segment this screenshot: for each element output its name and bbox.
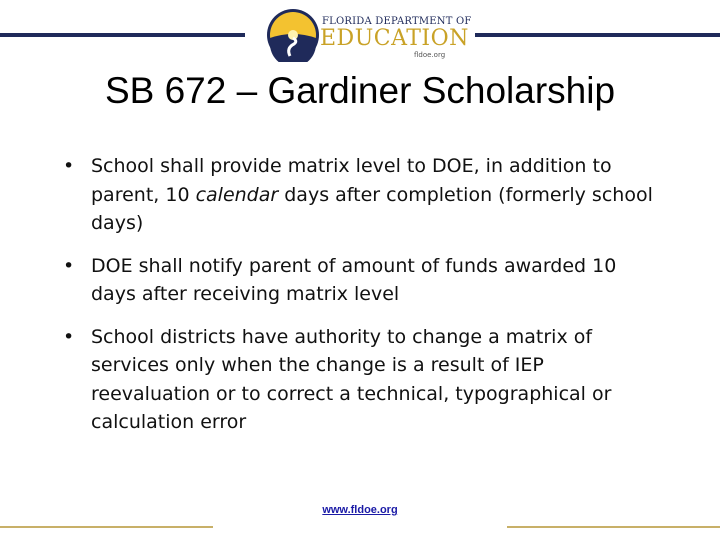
bullet-item [60, 323, 660, 437]
slide-title: SB 672 – Gardiner Scholarship [104, 70, 616, 111]
bullet-text: School shall provide matrix level to DOE, in addition to parent, 10 [91, 155, 612, 206]
bullet-text: School districts have authority to change a matrix of services only when the change is a result of IEP reevaluation or to correct a technical, typographical or calculation error [91, 325, 612, 433]
bullet-item [60, 252, 660, 309]
logo-text-url: fldoe.org [414, 51, 446, 59]
header-line-left [0, 33, 245, 37]
bullet-item [60, 152, 660, 238]
bullet-icon: • [63, 254, 75, 277]
header-line-right [475, 33, 720, 37]
bullet-icon: • [63, 325, 75, 348]
logo-text-florida: FLORIDA DEPARTMENT OF [322, 16, 472, 27]
fldoe-website-link[interactable]: www.fldoe.org [322, 504, 398, 516]
fldoe-logo [266, 6, 472, 64]
bullet-icon: • [63, 155, 75, 177]
bullet-text: days after completion (formerly school days) [91, 183, 653, 234]
footer-line-right [507, 526, 720, 528]
logo-text-education: EDUCATION [320, 26, 469, 51]
bullet-list [60, 152, 660, 451]
bullet-emphasis: calendar [195, 183, 279, 206]
footer-line-left [0, 526, 213, 528]
bullet-text: DOE shall notify parent of amount of funds awarded 10 days after receiving matrix level [91, 254, 617, 305]
sunrise-seal-icon [266, 8, 320, 62]
